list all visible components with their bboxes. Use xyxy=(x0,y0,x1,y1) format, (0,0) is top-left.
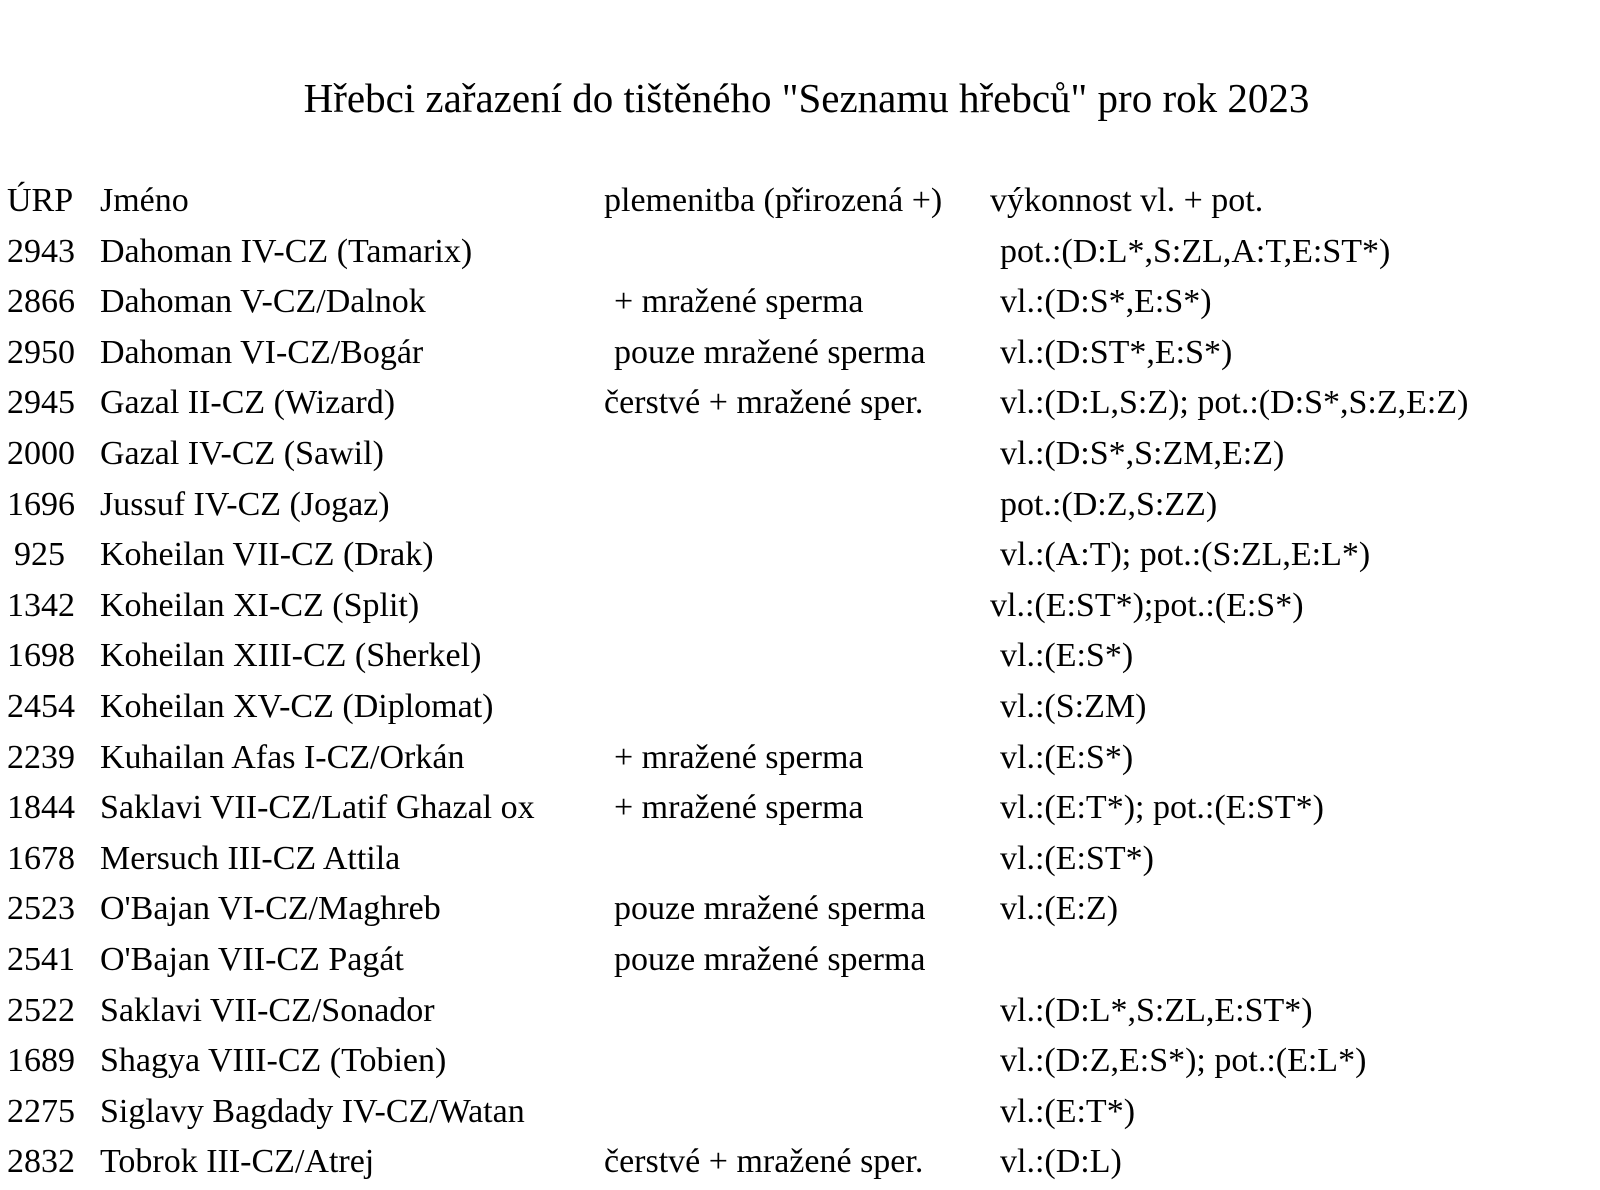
table-row xyxy=(0,633,1600,684)
cell-performance: vl.:(D:S*,S:ZM,E:Z) xyxy=(1000,434,1285,472)
cell-name: Shagya VIII-CZ (Tobien) xyxy=(100,1042,447,1080)
cell-urp: 2275 xyxy=(7,1092,75,1130)
cell-urp: 2522 xyxy=(7,991,75,1029)
cell-breeding: + mražené sperma xyxy=(614,738,864,776)
cell-name: Saklavi VII-CZ/Latif Ghazal ox xyxy=(100,789,535,827)
cell-name: Dahoman V-CZ/Dalnok xyxy=(100,283,426,321)
table-row xyxy=(0,836,1600,887)
cell-performance: pot.:(D:L*,S:ZL,A:T,E:ST*) xyxy=(1000,232,1391,270)
cell-urp: 2945 xyxy=(7,384,75,422)
cell-name: Mersuch III-CZ Attila xyxy=(100,839,401,877)
cell-urp: 2454 xyxy=(7,687,75,725)
header-urp: ÚRP xyxy=(7,182,74,219)
table-row xyxy=(0,532,1600,583)
cell-name: Koheilan XIII-CZ (Sherkel) xyxy=(100,637,482,675)
page-title: Hřebci zařazení do tištěného "Seznamu hřebců" pro rok 2023 xyxy=(303,75,1310,121)
header-breeding: plemenitba (přirozená +) xyxy=(604,182,943,219)
cell-performance: vl.:(D:L,S:Z); pot.:(D:S*,S:Z,E:Z) xyxy=(1000,384,1469,422)
cell-urp: 2541 xyxy=(7,940,75,978)
cell-performance: vl.:(A:T); pot.:(S:ZL,E:L*) xyxy=(1000,536,1371,574)
cell-performance: vl.:(E:T*) xyxy=(1000,1092,1136,1130)
table-row xyxy=(0,1089,1600,1140)
cell-urp: 1844 xyxy=(7,789,75,827)
table-row xyxy=(0,229,1600,280)
table-row xyxy=(0,785,1600,836)
table-row xyxy=(0,886,1600,937)
cell-performance: vl.:(E:S*) xyxy=(1000,637,1134,675)
cell-name: O'Bajan VII-CZ Pagát xyxy=(100,940,404,978)
table-row xyxy=(0,937,1600,988)
cell-name: Koheilan XV-CZ (Diplomat) xyxy=(100,687,494,725)
cell-urp: 2950 xyxy=(7,333,75,371)
cell-name: Jussuf IV-CZ (Jogaz) xyxy=(100,485,390,523)
cell-performance: vl.:(D:S*,E:S*) xyxy=(1000,283,1212,321)
cell-name: Dahoman VI-CZ/Bogár xyxy=(100,333,424,371)
cell-urp: 2866 xyxy=(7,283,75,321)
cell-name: Gazal IV-CZ (Sawil) xyxy=(100,434,384,472)
cell-urp: 1696 xyxy=(7,485,75,523)
cell-breeding: pouze mražené sperma xyxy=(614,940,926,978)
table-row xyxy=(0,988,1600,1039)
cell-urp: 2523 xyxy=(7,890,75,928)
table-body xyxy=(0,229,1600,1190)
cell-urp: 2832 xyxy=(7,1143,75,1181)
cell-urp: 1678 xyxy=(7,839,75,877)
cell-name: Gazal II-CZ (Wizard) xyxy=(100,384,396,422)
cell-name: Kuhailan Afas I-CZ/Orkán xyxy=(100,738,465,776)
cell-name: Saklavi VII-CZ/Sonador xyxy=(100,991,435,1029)
stallion-table xyxy=(0,178,1600,1190)
table-row xyxy=(0,279,1600,330)
table-row xyxy=(0,431,1600,482)
table-row xyxy=(0,735,1600,786)
cell-urp: 2000 xyxy=(7,434,75,472)
cell-breeding: + mražené sperma xyxy=(614,789,864,827)
table-row xyxy=(0,583,1600,634)
cell-breeding: čerstvé + mražené sper. xyxy=(604,1143,924,1181)
header-performance: výkonnost vl. + pot. xyxy=(990,182,1264,219)
cell-name: O'Bajan VI-CZ/Maghreb xyxy=(100,890,441,928)
cell-name: Koheilan VII-CZ (Drak) xyxy=(100,536,434,574)
table-header xyxy=(0,178,1600,229)
cell-breeding: čerstvé + mražené sper. xyxy=(604,384,924,422)
table-row xyxy=(0,1139,1600,1190)
cell-urp: 2239 xyxy=(7,738,75,776)
cell-performance: vl.:(E:ST*) xyxy=(1000,839,1154,877)
cell-urp: 1698 xyxy=(7,637,75,675)
cell-performance: vl.:(E:S*) xyxy=(1000,738,1134,776)
cell-performance: vl.:(D:L*,S:ZL,E:ST*) xyxy=(1000,991,1313,1029)
cell-performance: vl.:(E:ST*);pot.:(E:S*) xyxy=(990,586,1304,624)
cell-performance: vl.:(D:Z,E:S*); pot.:(E:L*) xyxy=(1000,1042,1367,1080)
cell-name: Koheilan XI-CZ (Split) xyxy=(100,586,420,624)
table-row xyxy=(0,482,1600,533)
cell-urp: 925 xyxy=(14,536,65,574)
cell-urp: 1689 xyxy=(7,1042,75,1080)
cell-performance: vl.:(E:T*); pot.:(E:ST*) xyxy=(1000,789,1324,827)
cell-name: Dahoman IV-CZ (Tamarix) xyxy=(100,232,473,270)
header-name: Jméno xyxy=(100,182,189,219)
table-row xyxy=(0,330,1600,381)
cell-name: Siglavy Bagdady IV-CZ/Watan xyxy=(100,1092,525,1130)
cell-breeding: + mražené sperma xyxy=(614,283,864,321)
cell-breeding: pouze mražené sperma xyxy=(614,890,926,928)
cell-performance: vl.:(D:L) xyxy=(1000,1143,1122,1181)
cell-performance: pot.:(D:Z,S:ZZ) xyxy=(1000,485,1218,523)
cell-urp: 1342 xyxy=(7,586,75,624)
cell-urp: 2943 xyxy=(7,232,75,270)
cell-breeding: pouze mražené sperma xyxy=(614,333,926,371)
table-row xyxy=(0,1038,1600,1089)
table-row xyxy=(0,684,1600,735)
cell-name: Tobrok III-CZ/Atrej xyxy=(100,1143,375,1181)
cell-performance: vl.:(S:ZM) xyxy=(1000,687,1147,725)
cell-performance: vl.:(D:ST*,E:S*) xyxy=(1000,333,1233,371)
table-row xyxy=(0,380,1600,431)
cell-performance: vl.:(E:Z) xyxy=(1000,890,1119,928)
